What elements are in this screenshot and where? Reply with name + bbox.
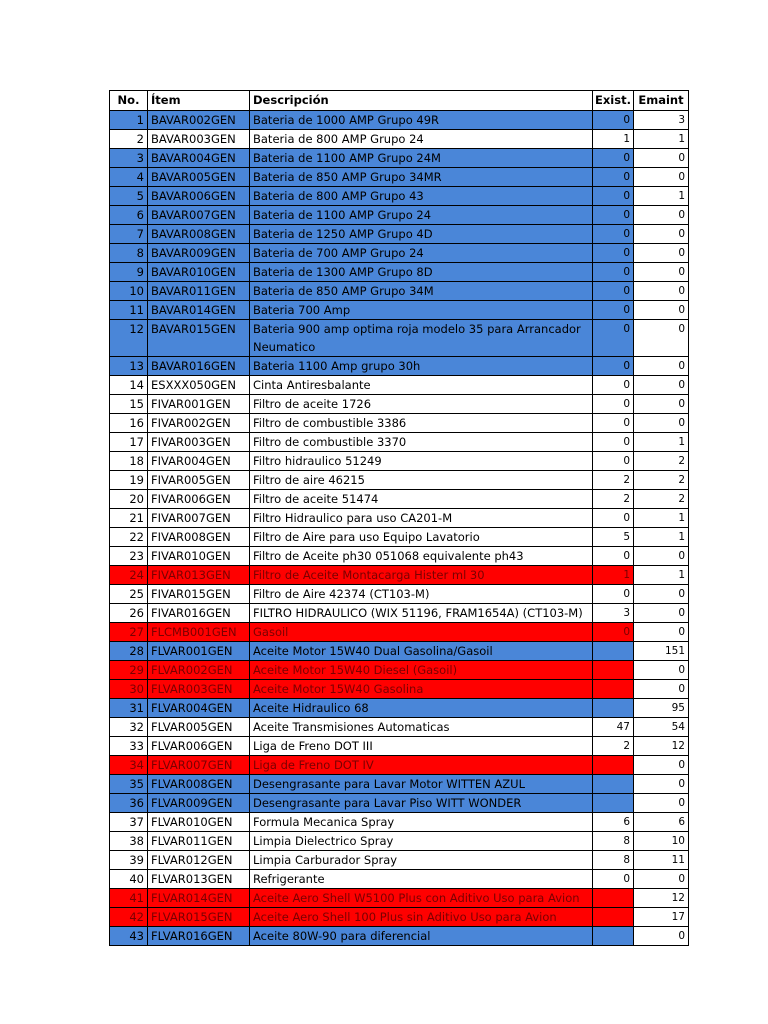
cell-emaint: 151 (634, 642, 689, 661)
cell-item: BAVAR008GEN (148, 225, 250, 244)
table-row (110, 509, 689, 528)
cell-no: 22 (110, 528, 148, 547)
header-row (110, 91, 689, 111)
cell-item: FLVAR009GEN (148, 794, 250, 813)
cell-exist (593, 661, 634, 680)
cell-no: 12 (110, 320, 148, 357)
cell-no: 33 (110, 737, 148, 756)
cell-description: Aceite Aero Shell 100 Plus sin Aditivo Uso para Avion (250, 908, 593, 927)
table-row (110, 433, 689, 452)
table-row (110, 528, 689, 547)
cell-item: FIVAR013GEN (148, 566, 250, 585)
cell-description: Bateria de 850 AMP Grupo 34MR (250, 168, 593, 187)
cell-exist (593, 889, 634, 908)
cell-item: FLVAR010GEN (148, 813, 250, 832)
cell-emaint: 0 (634, 870, 689, 889)
cell-no: 20 (110, 490, 148, 509)
cell-item: FLVAR002GEN (148, 661, 250, 680)
cell-item: FIVAR016GEN (148, 604, 250, 623)
table-row (110, 244, 689, 263)
cell-exist: 0 (593, 206, 634, 225)
cell-description: Bateria de 850 AMP Grupo 34M (250, 282, 593, 301)
table-row (110, 661, 689, 680)
cell-no: 28 (110, 642, 148, 661)
cell-item: FLVAR005GEN (148, 718, 250, 737)
cell-exist: 0 (593, 357, 634, 376)
cell-exist: 0 (593, 282, 634, 301)
table-row (110, 206, 689, 225)
table-row (110, 623, 689, 642)
cell-emaint: 12 (634, 737, 689, 756)
cell-exist: 0 (593, 395, 634, 414)
cell-exist: 0 (593, 263, 634, 282)
cell-exist: 5 (593, 528, 634, 547)
cell-emaint: 0 (634, 168, 689, 187)
cell-no: 18 (110, 452, 148, 471)
cell-description: Aceite Motor 15W40 Diesel (Gasoil) (250, 661, 593, 680)
cell-no: 40 (110, 870, 148, 889)
cell-item: FLVAR003GEN (148, 680, 250, 699)
cell-emaint: 0 (634, 301, 689, 320)
cell-emaint: 0 (634, 376, 689, 395)
cell-description: Gasoil (250, 623, 593, 642)
cell-item: FLVAR001GEN (148, 642, 250, 661)
cell-emaint: 10 (634, 832, 689, 851)
table-row (110, 832, 689, 851)
table-row (110, 756, 689, 775)
cell-description: Filtro de combustible 3370 (250, 433, 593, 452)
cell-exist: 8 (593, 832, 634, 851)
header-emaint: Emaint (634, 91, 689, 111)
cell-emaint: 0 (634, 623, 689, 642)
cell-item: FIVAR005GEN (148, 471, 250, 490)
table-row (110, 490, 689, 509)
table-row (110, 130, 689, 149)
cell-no: 42 (110, 908, 148, 927)
cell-exist (593, 699, 634, 718)
cell-exist: 0 (593, 547, 634, 566)
table-row (110, 870, 689, 889)
cell-description: Bateria de 1100 AMP Grupo 24 (250, 206, 593, 225)
cell-item: FIVAR008GEN (148, 528, 250, 547)
table-row (110, 775, 689, 794)
cell-item: FIVAR004GEN (148, 452, 250, 471)
cell-description: Limpia Dielectrico Spray (250, 832, 593, 851)
cell-emaint: 1 (634, 566, 689, 585)
cell-emaint: 0 (634, 547, 689, 566)
cell-exist: 0 (593, 509, 634, 528)
cell-no: 34 (110, 756, 148, 775)
table-row (110, 604, 689, 623)
cell-item: FIVAR003GEN (148, 433, 250, 452)
cell-emaint: 2 (634, 490, 689, 509)
cell-no: 19 (110, 471, 148, 490)
cell-description: Liga de Freno DOT IV (250, 756, 593, 775)
table-row (110, 395, 689, 414)
table-row (110, 471, 689, 490)
cell-description: Aceite Hidraulico 68 (250, 699, 593, 718)
cell-item: FLVAR004GEN (148, 699, 250, 718)
cell-exist: 0 (593, 623, 634, 642)
cell-item: FLVAR008GEN (148, 775, 250, 794)
cell-exist: 8 (593, 851, 634, 870)
cell-exist (593, 927, 634, 946)
cell-exist: 0 (593, 225, 634, 244)
cell-no: 30 (110, 680, 148, 699)
cell-no: 8 (110, 244, 148, 263)
cell-no: 21 (110, 509, 148, 528)
cell-description: Bateria 1100 Amp grupo 30h (250, 357, 593, 376)
cell-item: FLVAR006GEN (148, 737, 250, 756)
cell-no: 43 (110, 927, 148, 946)
cell-emaint: 0 (634, 206, 689, 225)
cell-emaint: 2 (634, 471, 689, 490)
cell-description: Bateria de 700 AMP Grupo 24 (250, 244, 593, 263)
cell-no: 23 (110, 547, 148, 566)
table-row (110, 927, 689, 946)
cell-description: Filtro de aceite 1726 (250, 395, 593, 414)
cell-emaint: 3 (634, 111, 689, 130)
cell-no: 16 (110, 414, 148, 433)
cell-no: 9 (110, 263, 148, 282)
cell-item: FIVAR001GEN (148, 395, 250, 414)
cell-no: 36 (110, 794, 148, 813)
cell-emaint: 0 (634, 585, 689, 604)
cell-no: 4 (110, 168, 148, 187)
cell-no: 24 (110, 566, 148, 585)
cell-item: FLVAR015GEN (148, 908, 250, 927)
cell-item: BAVAR011GEN (148, 282, 250, 301)
cell-item: BAVAR015GEN (148, 320, 250, 357)
cell-no: 1 (110, 111, 148, 130)
cell-exist (593, 680, 634, 699)
header-item: Ítem (148, 91, 250, 111)
table-row (110, 414, 689, 433)
cell-exist: 0 (593, 433, 634, 452)
table-row (110, 320, 689, 357)
table-row (110, 642, 689, 661)
cell-item: FLVAR007GEN (148, 756, 250, 775)
cell-description: Bateria de 1100 AMP Grupo 24M (250, 149, 593, 168)
cell-no: 13 (110, 357, 148, 376)
cell-no: 26 (110, 604, 148, 623)
table-row (110, 889, 689, 908)
cell-exist (593, 794, 634, 813)
cell-description: Filtro de combustible 3386 (250, 414, 593, 433)
cell-item: FIVAR002GEN (148, 414, 250, 433)
cell-item: BAVAR003GEN (148, 130, 250, 149)
cell-description: Aceite Transmisiones Automaticas (250, 718, 593, 737)
cell-description: Aceite Motor 15W40 Dual Gasolina/Gasoil (250, 642, 593, 661)
cell-item: ESXXX050GEN (148, 376, 250, 395)
cell-exist (593, 775, 634, 794)
table-row (110, 718, 689, 737)
cell-no: 2 (110, 130, 148, 149)
cell-emaint: 11 (634, 851, 689, 870)
cell-emaint: 1 (634, 433, 689, 452)
cell-item: FLVAR014GEN (148, 889, 250, 908)
cell-no: 25 (110, 585, 148, 604)
table-row (110, 168, 689, 187)
table-row (110, 263, 689, 282)
cell-exist: 2 (593, 471, 634, 490)
cell-no: 32 (110, 718, 148, 737)
cell-item: BAVAR004GEN (148, 149, 250, 168)
cell-no: 6 (110, 206, 148, 225)
table-body (110, 111, 689, 946)
cell-no: 27 (110, 623, 148, 642)
cell-description: Refrigerante (250, 870, 593, 889)
cell-exist: 0 (593, 244, 634, 263)
cell-emaint: 0 (634, 794, 689, 813)
cell-description: Bateria de 1300 AMP Grupo 8D (250, 263, 593, 282)
table-row (110, 282, 689, 301)
cell-emaint: 0 (634, 282, 689, 301)
cell-exist: 47 (593, 718, 634, 737)
cell-item: FLVAR013GEN (148, 870, 250, 889)
cell-item: FLVAR016GEN (148, 927, 250, 946)
cell-description: Desengrasante para Lavar Piso WITT WONDER (250, 794, 593, 813)
table-row (110, 376, 689, 395)
table-row (110, 813, 689, 832)
cell-description: Aceite Aero Shell W5100 Plus con Aditivo Uso para Avion (250, 889, 593, 908)
cell-emaint: 1 (634, 187, 689, 206)
cell-description: FILTRO HIDRAULICO (WIX 51196, FRAM1654A) (CT103-M) (250, 604, 593, 623)
cell-exist: 0 (593, 414, 634, 433)
cell-emaint: 1 (634, 528, 689, 547)
cell-emaint: 12 (634, 889, 689, 908)
cell-item: FLVAR011GEN (148, 832, 250, 851)
cell-item: BAVAR005GEN (148, 168, 250, 187)
table-row (110, 699, 689, 718)
cell-no: 37 (110, 813, 148, 832)
cell-emaint: 0 (634, 604, 689, 623)
cell-description: Aceite 80W-90 para diferencial (250, 927, 593, 946)
cell-item: FIVAR006GEN (148, 490, 250, 509)
cell-emaint: 1 (634, 130, 689, 149)
cell-emaint: 54 (634, 718, 689, 737)
cell-item: BAVAR016GEN (148, 357, 250, 376)
cell-item: FIVAR007GEN (148, 509, 250, 528)
table-row (110, 908, 689, 927)
cell-item: FLCMB001GEN (148, 623, 250, 642)
cell-emaint: 95 (634, 699, 689, 718)
cell-exist: 0 (593, 376, 634, 395)
cell-no: 10 (110, 282, 148, 301)
cell-no: 35 (110, 775, 148, 794)
cell-emaint: 0 (634, 320, 689, 357)
cell-no: 39 (110, 851, 148, 870)
cell-description: Filtro de aire 46215 (250, 471, 593, 490)
cell-emaint: 0 (634, 756, 689, 775)
cell-exist: 0 (593, 870, 634, 889)
cell-item: BAVAR002GEN (148, 111, 250, 130)
table-row (110, 547, 689, 566)
cell-item: FLVAR012GEN (148, 851, 250, 870)
cell-emaint: 0 (634, 661, 689, 680)
table-row (110, 357, 689, 376)
cell-exist: 0 (593, 168, 634, 187)
cell-no: 38 (110, 832, 148, 851)
header-exist: Exist. (593, 91, 634, 111)
cell-emaint: 0 (634, 395, 689, 414)
cell-exist (593, 642, 634, 661)
cell-description: Bateria 700 Amp (250, 301, 593, 320)
cell-emaint: 0 (634, 414, 689, 433)
cell-exist: 3 (593, 604, 634, 623)
cell-description: Filtro hidraulico 51249 (250, 452, 593, 471)
cell-no: 41 (110, 889, 148, 908)
table-row (110, 585, 689, 604)
cell-exist: 0 (593, 320, 634, 357)
cell-description: Desengrasante para Lavar Motor WITTEN AZUL (250, 775, 593, 794)
cell-item: BAVAR010GEN (148, 263, 250, 282)
cell-exist: 6 (593, 813, 634, 832)
header-no: No. (110, 91, 148, 111)
cell-no: 5 (110, 187, 148, 206)
cell-description: Filtro de Aceite Montacarga Hister ml 30 (250, 566, 593, 585)
cell-emaint: 0 (634, 357, 689, 376)
cell-description: Bateria 900 amp optima roja modelo 35 para Arrancador Neumatico (250, 320, 593, 357)
cell-no: 11 (110, 301, 148, 320)
table-row (110, 452, 689, 471)
cell-description: Filtro de aceite 51474 (250, 490, 593, 509)
cell-description: Limpia Carburador Spray (250, 851, 593, 870)
cell-exist: 2 (593, 490, 634, 509)
cell-item: FIVAR010GEN (148, 547, 250, 566)
cell-description: Liga de Freno DOT III (250, 737, 593, 756)
cell-emaint: 0 (634, 149, 689, 168)
cell-exist (593, 756, 634, 775)
cell-description: Bateria de 1250 AMP Grupo 4D (250, 225, 593, 244)
cell-description: Formula Mecanica Spray (250, 813, 593, 832)
cell-description: Cinta Antiresbalante (250, 376, 593, 395)
cell-exist: 0 (593, 149, 634, 168)
cell-item: BAVAR006GEN (148, 187, 250, 206)
cell-exist: 0 (593, 585, 634, 604)
cell-emaint: 0 (634, 927, 689, 946)
table-row (110, 851, 689, 870)
cell-exist: 0 (593, 187, 634, 206)
cell-emaint: 0 (634, 225, 689, 244)
cell-description: Filtro Hidraulico para uso CA201-M (250, 509, 593, 528)
table-row (110, 301, 689, 320)
cell-no: 15 (110, 395, 148, 414)
cell-no: 31 (110, 699, 148, 718)
cell-no: 14 (110, 376, 148, 395)
inventory-table (109, 90, 689, 946)
table-row (110, 149, 689, 168)
cell-no: 17 (110, 433, 148, 452)
table-row (110, 737, 689, 756)
cell-emaint: 17 (634, 908, 689, 927)
cell-exist: 0 (593, 452, 634, 471)
cell-emaint: 0 (634, 263, 689, 282)
table-row (110, 566, 689, 585)
cell-item: BAVAR014GEN (148, 301, 250, 320)
cell-emaint: 6 (634, 813, 689, 832)
table-row (110, 680, 689, 699)
cell-item: BAVAR007GEN (148, 206, 250, 225)
cell-description: Bateria de 800 AMP Grupo 24 (250, 130, 593, 149)
cell-description: Aceite Motor 15W40 Gasolina (250, 680, 593, 699)
cell-emaint: 0 (634, 775, 689, 794)
cell-description: Bateria de 1000 AMP Grupo 49R (250, 111, 593, 130)
cell-exist: 0 (593, 301, 634, 320)
cell-emaint: 1 (634, 509, 689, 528)
cell-item: BAVAR009GEN (148, 244, 250, 263)
cell-exist: 1 (593, 130, 634, 149)
cell-no: 3 (110, 149, 148, 168)
cell-emaint: 0 (634, 244, 689, 263)
cell-emaint: 0 (634, 680, 689, 699)
cell-item: FIVAR015GEN (148, 585, 250, 604)
table-row (110, 111, 689, 130)
table-row (110, 225, 689, 244)
table-row (110, 187, 689, 206)
cell-exist: 2 (593, 737, 634, 756)
cell-description: Filtro de Aire para uso Equipo Lavatorio (250, 528, 593, 547)
cell-no: 29 (110, 661, 148, 680)
cell-exist: 1 (593, 566, 634, 585)
cell-exist: 0 (593, 111, 634, 130)
cell-description: Bateria de 800 AMP Grupo 43 (250, 187, 593, 206)
table-row (110, 794, 689, 813)
cell-description: Filtro de Aire 42374 (CT103-M) (250, 585, 593, 604)
cell-no: 7 (110, 225, 148, 244)
cell-exist (593, 908, 634, 927)
cell-description: Filtro de Aceite ph30 051068 equivalente ph43 (250, 547, 593, 566)
header-description: Descripción (250, 91, 593, 111)
cell-emaint: 2 (634, 452, 689, 471)
